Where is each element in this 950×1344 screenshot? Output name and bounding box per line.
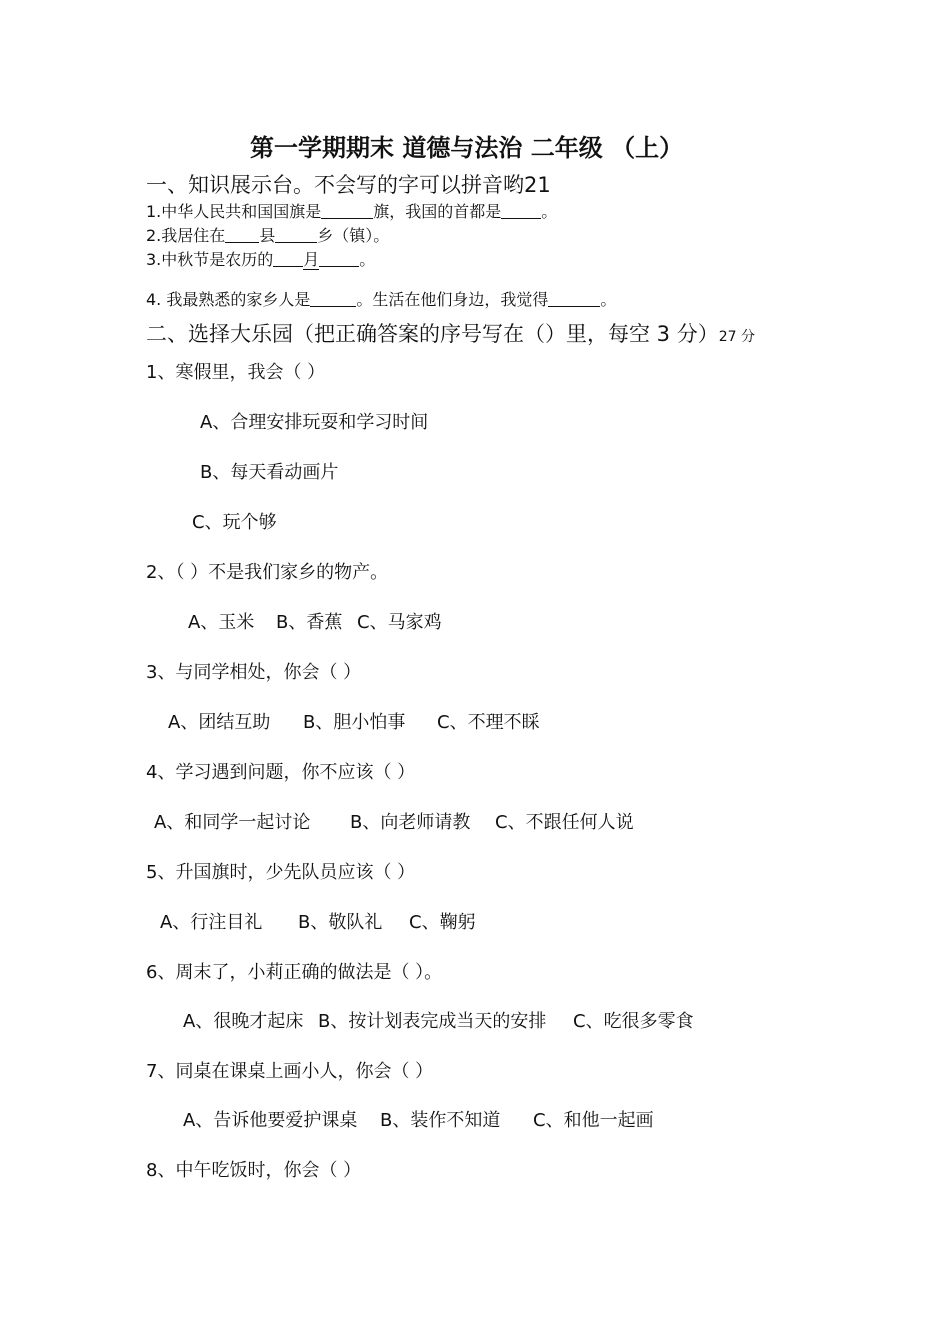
page-title: 第一学期期末 道德与法治 二年级 （上） bbox=[250, 134, 684, 162]
fill-item-4-text-a: 4. 我最熟悉的家乡人是 bbox=[146, 290, 311, 309]
answer-blank[interactable] bbox=[548, 290, 600, 307]
fill-item-4 bbox=[146, 290, 616, 309]
question-4: 4、学习遇到问题，你不应该（ ） bbox=[146, 762, 416, 783]
question-3-option-b[interactable]: B、胆小怕事 bbox=[303, 712, 406, 733]
fill-item-2-text-c: 乡（镇）。 bbox=[317, 226, 390, 245]
question-1: 1、寒假里，我会（ ） bbox=[146, 362, 326, 383]
answer-blank[interactable] bbox=[273, 250, 303, 267]
question-2: 2、（ ）不是我们家乡的物产。 bbox=[146, 562, 389, 583]
question-8: 8、中午吃饭时，你会（ ） bbox=[146, 1160, 362, 1181]
question-5-option-c[interactable]: C、鞠躬 bbox=[409, 912, 476, 933]
question-2-option-c[interactable]: C、马家鸡 bbox=[357, 612, 442, 633]
question-5: 5、升国旗时，少先队员应该（ ） bbox=[146, 862, 416, 883]
fill-item-1-text-a: 1.中华人民共和国国旗是 bbox=[146, 202, 322, 221]
section-2-heading-text: 二、选择大乐园（把正确答案的序号写在（）里，每空 3 分） bbox=[146, 322, 719, 346]
fill-item-3-text-c: 。 bbox=[359, 250, 376, 269]
answer-blank[interactable] bbox=[275, 226, 317, 243]
question-7-option-c[interactable]: C、和他一起画 bbox=[533, 1110, 654, 1131]
question-3-option-c[interactable]: C、不理不睬 bbox=[437, 712, 540, 733]
question-6-option-c[interactable]: C、吃很多零食 bbox=[573, 1011, 694, 1032]
question-1-option-c[interactable]: C、玩个够 bbox=[192, 512, 277, 533]
fill-item-2-text-a: 2.我居住在 bbox=[146, 226, 226, 245]
question-1-option-a[interactable]: A、合理安排玩耍和学习时间 bbox=[200, 412, 429, 433]
fill-item-2-text-b: 县 bbox=[259, 226, 276, 245]
question-6: 6、周末了，小莉正确的做法是（ ）。 bbox=[146, 962, 443, 983]
question-3-option-a[interactable]: A、团结互助 bbox=[168, 712, 271, 733]
fill-item-3-text-a: 3.中秋节是农历的 bbox=[146, 250, 274, 269]
answer-blank[interactable] bbox=[310, 290, 356, 307]
answer-blank[interactable] bbox=[321, 202, 373, 219]
question-7-option-b[interactable]: B、装作不知道 bbox=[380, 1110, 501, 1131]
question-6-option-b[interactable]: B、按计划表完成当天的安排 bbox=[318, 1011, 547, 1032]
answer-blank[interactable] bbox=[319, 250, 359, 267]
question-4-option-a[interactable]: A、和同学一起讨论 bbox=[154, 812, 311, 833]
question-6-option-a[interactable]: A、很晚才起床 bbox=[183, 1011, 304, 1032]
question-4-option-c[interactable]: C、不跟任何人说 bbox=[495, 812, 634, 833]
question-2-option-a[interactable]: A、玉米 bbox=[188, 612, 255, 633]
fill-item-4-text-c: 。 bbox=[600, 290, 617, 309]
fill-item-1-text-c: 。 bbox=[541, 202, 558, 221]
fill-item-1-text-b: 旗，我国的首都是 bbox=[373, 202, 502, 221]
fill-item-3 bbox=[146, 250, 375, 269]
question-7: 7、同桌在课桌上画小人，你会（ ） bbox=[146, 1061, 434, 1082]
answer-blank[interactable] bbox=[501, 202, 541, 219]
question-5-option-b[interactable]: B、敬队礼 bbox=[298, 912, 383, 933]
answer-blank[interactable] bbox=[225, 226, 259, 243]
question-5-option-a[interactable]: A、行注目礼 bbox=[160, 912, 263, 933]
question-1-option-b[interactable]: B、每天看动画片 bbox=[200, 462, 339, 483]
section-2-score: 27 分 bbox=[718, 329, 755, 345]
fill-item-4-text-b: 。生活在他们身边，我觉得 bbox=[356, 290, 549, 309]
question-7-option-a[interactable]: A、告诉他要爱护课桌 bbox=[183, 1110, 358, 1131]
question-3: 3、与同学相处，你会（ ） bbox=[146, 662, 362, 683]
fill-item-3-text-b: 月 bbox=[303, 250, 320, 269]
fill-item-1 bbox=[146, 202, 557, 221]
section-1-heading: 一、知识展示台。不会写的字可以拼音哟21 bbox=[146, 173, 551, 197]
fill-item-2 bbox=[146, 226, 389, 245]
question-2-option-b[interactable]: B、香蕉 bbox=[276, 612, 343, 633]
section-2-heading bbox=[146, 322, 755, 347]
question-4-option-b[interactable]: B、向老师请教 bbox=[350, 812, 471, 833]
